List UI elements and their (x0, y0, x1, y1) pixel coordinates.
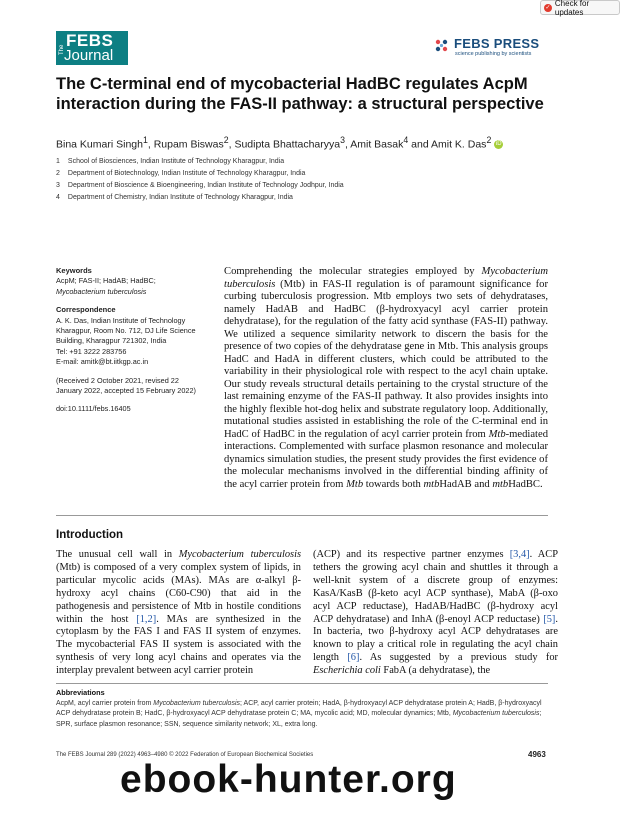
page-footer: The FEBS Journal 289 (2022) 4963–4980 © 2022 Federation of European Biochemical Societies (56, 752, 314, 758)
received-line: January 2022, accepted 15 February 2022) (56, 386, 196, 396)
affiliation: 4 Department of Chemistry, Indian Institute of Technology Kharagpur, India (56, 194, 293, 201)
affiliations (56, 156, 576, 204)
correspondence-heading: Correspondence (56, 305, 116, 315)
citation-link[interactable]: [6] (347, 652, 360, 664)
journal-logo-the: The (59, 44, 65, 55)
citation-link[interactable]: [5] (543, 613, 556, 625)
orcid-icon[interactable]: iD (495, 141, 502, 148)
correspondence-line: Tel: +91 3222 283756 (56, 346, 127, 356)
press-name: FEBS PRESS (454, 36, 540, 51)
introduction-right-column: (ACP) and its respective partner enzymes [3,4]. ACP tethers the growing acyl chain and shuttles it through a well-knit system of a discrete group of enzymes: KasA/KasB (β-keto acyl ACP synthase), MabA (β-oxo acyl ACP reductase), HadAB/HadBC (β-hydroxy acyl ACP dehydratase) and InhA (β-enoyl ACP reductase) [5]. In bacteria, two β-hydroxy acyl ACP dehydratases are known to play a critical role in regulating the acyl chain length [6]. As suggested by a previous study for Escherichia coli FabA (a dehydratase), the (313, 549, 558, 677)
author-sup: 1 (142, 135, 148, 145)
check-for-updates-button[interactable] (540, 0, 620, 15)
keywords-heading: Keywords (56, 266, 92, 275)
affiliation: 3 Department of Bioscience & Bioengineering, Indian Institute of Technology Jodhpur, India (56, 182, 344, 189)
correspondence-line: Building, Kharagpur 721302, India (56, 336, 167, 346)
correspondence-line: Kharagpur, Room No. 712, DJ Life Science (56, 326, 196, 336)
author-list: Bina Kumari Singh$^1$, Rupam Biswas$^2$, Sudipta Bhattacharyya$^3$, Amit Basak$^4$ and Amit K. Das$^2$ iD (56, 135, 502, 151)
abstract: Comprehending the molecular strategies employed by Mycobacterium tuberculosis (Mtb) in FAS-II regulation is of paramount significance for curbing tuberculosis progression. Mtb employs two sets of dehydratases, namely HadAB and HadBC (β-hydroxyacyl acyl carrier protein dehydratase), for the regulation of the fatty acid synthase (FAS-II) pathway. We utilized a sequence similarity network to discern the basis for the presence of two copies of the dehydratase gene in Mtb. This analysis groups HadC and HadA in different clusters, which could be attributed to the variability in their physiological role with respect to the acyl chain uptake. Our study reveals structural details pertaining to the crystal structure of the last remaining enzyme of the FAS-II pathway. It also provides insights into the highly flexible hot-dog helix and substrate regulatory loop. Additionally, mutational studies assisted in establishing the role of the C-terminal end in HadC of HadBC in the regulation of acyl carrier protein from Mtb-mediated interactions. Complemented with surface plasmon resonance and molecular dynamics simulation studies, the present study provides the first evidence of the molecular mechanisms involved in the differential binding affinity of the acyl carrier protein from Mtb towards both mtbHadAB and mtbHadBC. (224, 266, 548, 490)
update-icon: ✓ (545, 4, 551, 11)
journal-logo-febs: FEBS (66, 31, 114, 50)
abbreviations-text: AcpM, acyl carrier protein from Mycobacterium tuberculosis; ACP, acyl carrier protein; HadA, β-hydroxyacyl ACP dehydratase protein A; HadB, β-hydroxyacyl ACP dehydratase protein B; HadC, β-hydroxyacyl ACP dehydratase protein C; MA, mycolic acid; MD, molecular dynamics; Mtb, Mycobacterium tuberculosis; SPR, surface plasmon resonance; SSN, sequence similarity network; XL, extra long. (56, 699, 542, 728)
author-name: Rupam Biswas (153, 138, 224, 151)
citation-link[interactable]: [3,4] (509, 549, 530, 560)
febs-press-logo-icon (434, 38, 450, 54)
author-sup: 3 (340, 135, 345, 145)
received-line: (Received 2 October 2021, revised 22 (56, 375, 179, 385)
author-name: Amit K. Das (431, 138, 487, 151)
section-divider (56, 515, 548, 516)
check-for-updates-label: Check for updates (554, 0, 590, 17)
introduction-heading: Introduction (56, 529, 124, 541)
abbreviations (56, 688, 548, 730)
introduction-left-column: The unusual cell wall in Mycobacterium tuberculosis (Mtb) is composed of a very complex system of lipids, in particular mycolic acids (MAs). MAs are α-alkyl β-hydroxy acyl chains (C60-C90) that aid in the pathogenesis and persistence of Mtb in hostile conditions within the host [1,2]. MAs are synthesized in the cytoplasm by the FAS I and FAS II system of enzymes. The mycobacterial FAS II system is associated with the synthesis of very long acyl chains and operates via the interplay prevalent between acyl carrier protein (56, 549, 302, 677)
correspondence-email[interactable]: E-mail: amitk@bt.iitkgp.ac.in (56, 357, 149, 367)
doi-link[interactable]: doi:10.1111/febs.16405 (56, 404, 131, 414)
author-sup: 4 (403, 135, 409, 145)
author-name: Bina Kumari Singh (56, 138, 143, 151)
journal-logo (56, 31, 128, 65)
keywords-text-italic: Mycobacterium tuberculosis (56, 286, 147, 296)
journal-logo-word: Journal (64, 47, 114, 64)
watermark: ebook-hunter.org (120, 758, 457, 801)
citation-link[interactable]: [1,2] (136, 613, 157, 625)
abbreviations-heading: Abbreviations (56, 688, 105, 697)
author-name: Amit Basak (350, 138, 404, 151)
article-sidebar (56, 266, 214, 415)
correspondence-line: A. K. Das, Indian Institute of Technology (56, 315, 186, 325)
article-title: The C-terminal end of mycobacterial HadBC regulates AcpM interaction during the FAS-II pathway: a structural perspective (56, 75, 544, 113)
author-sup: 2 (486, 135, 492, 145)
abbreviations-divider (56, 683, 548, 684)
affiliation: 2 Department of Biotechnology, Indian Institute of Technology Kharagpur, India (56, 170, 306, 177)
affiliation: 1 School of Biosciences, Indian Institute of Technology Kharagpur, India (56, 158, 285, 165)
press-tagline: science publishing by scientists (455, 51, 532, 57)
author-sup: 2 (223, 135, 229, 145)
page-number: 4963 (528, 750, 546, 759)
author-name: Sudipta Bhattacharyya (234, 138, 341, 151)
keywords-text: AcpM; FAS-II; HadAB; HadBC; (56, 276, 156, 286)
